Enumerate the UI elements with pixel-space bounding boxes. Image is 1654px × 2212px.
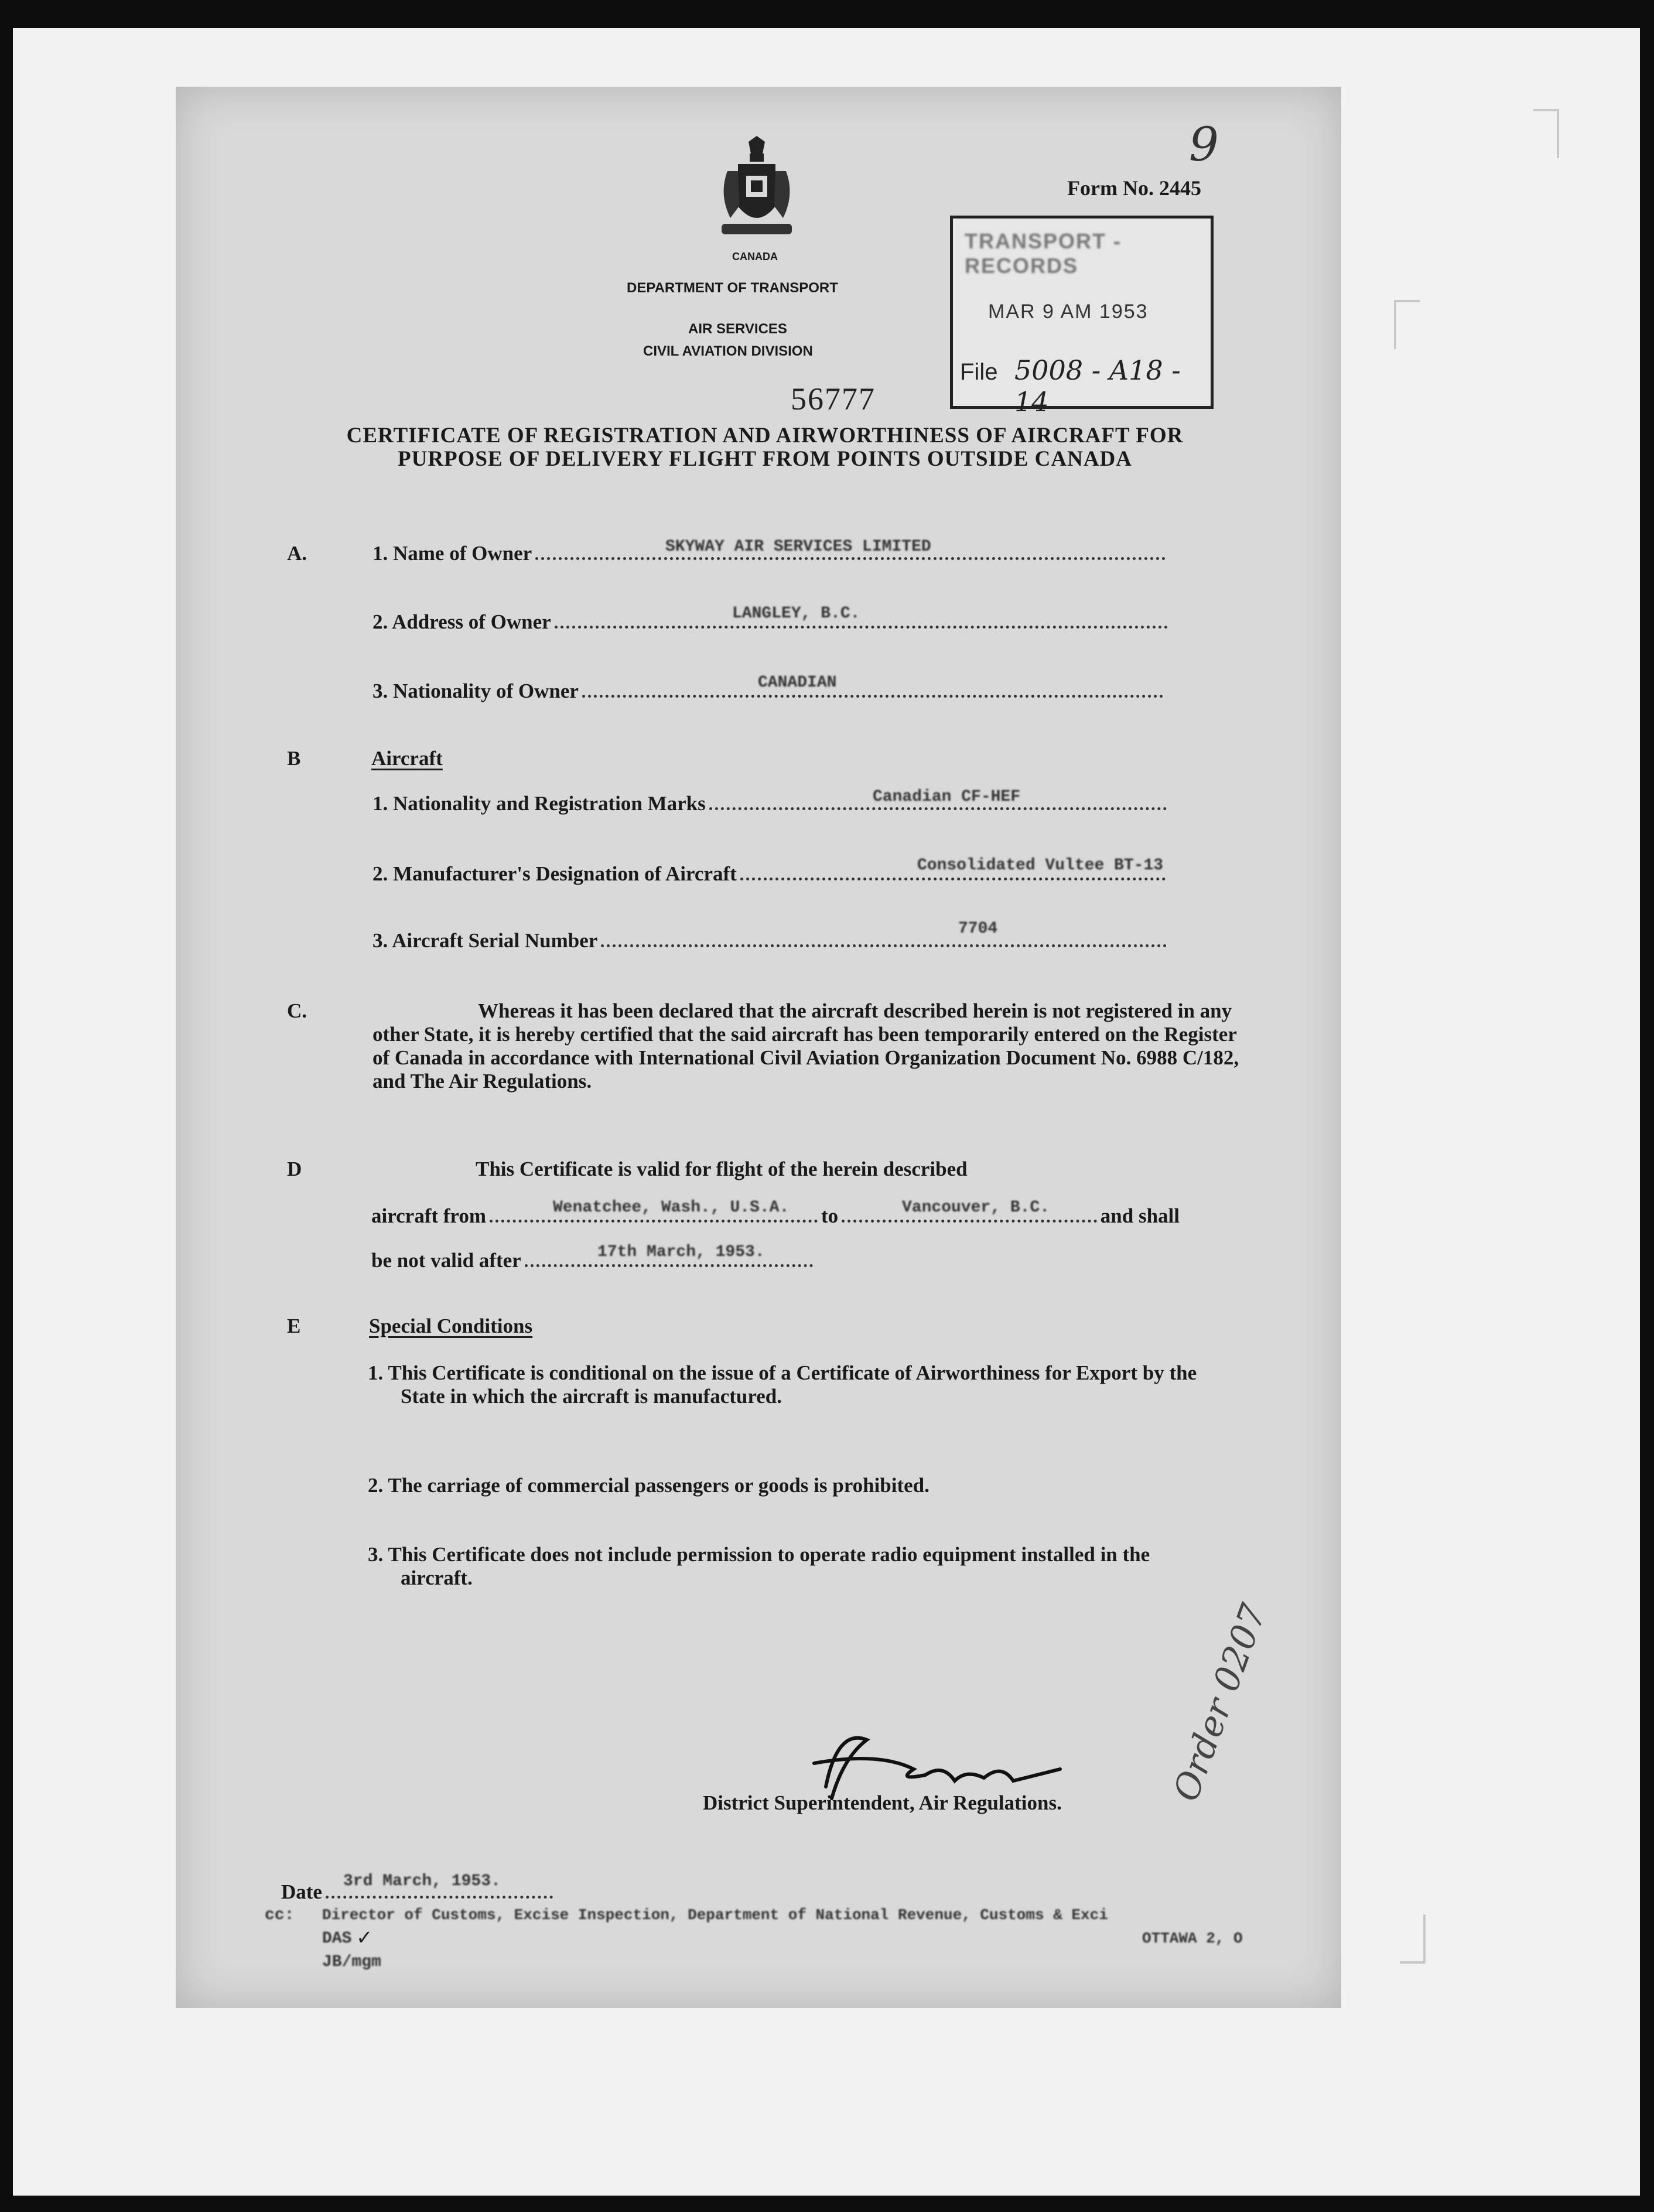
- received-stamp: [950, 216, 1214, 418]
- dotted-leader: [525, 1264, 813, 1267]
- stamp-file-label: File: [960, 359, 998, 385]
- serial-number-label: 3. Aircraft Serial Number: [373, 929, 598, 952]
- registration-marks-label: 1. Nationality and Registration Marks: [373, 792, 706, 815]
- section-c-text: Whereas it has been declared that the aircraft described herein is not registered in any other State, it is hereby certified that the said aircraft has been temporarily entered on the Register of Canada in accordance with International Civil Aviation Organization Document No. 6988 C/182, and The Air Regulations.: [373, 999, 1239, 1093]
- country-label: CANADA: [732, 251, 778, 262]
- dotted-leader: [842, 1220, 1097, 1223]
- dotted-leader: [582, 695, 1163, 698]
- valid-after-value: 17th March, 1953.: [597, 1243, 765, 1261]
- dotted-leader: [490, 1220, 818, 1223]
- form-number: Form No. 2445: [1067, 176, 1201, 200]
- condition-1: 1. This Certificate is conditional on the issue of a Certificate of Airworthiness for Export by the State in which the aircraft is manufactured.: [368, 1361, 1197, 1408]
- check-mark-icon: ✓: [356, 1927, 373, 1949]
- corner-mark: [1533, 109, 1559, 158]
- designation-label: 2. Manufacturer's Designation of Aircraft: [373, 862, 737, 885]
- certificate-number: 56777: [791, 381, 876, 417]
- stamp-file-number: 5008 - A18 - 14: [1014, 354, 1181, 418]
- corner-mark: [1394, 300, 1420, 349]
- section-c-letter: C.: [287, 999, 307, 1022]
- from-value: Wenatchee, Wash., U.S.A.: [553, 1199, 790, 1217]
- serial-number-value: 7704: [958, 920, 998, 938]
- section-a-letter: A.: [287, 542, 307, 565]
- serial-number-row: [373, 929, 1170, 953]
- dotted-leader: [326, 1896, 553, 1899]
- cc-label: cc:: [265, 1906, 295, 1924]
- certificate-title-line1: CERTIFICATE OF REGISTRATION AND AIRWORTHINESS OF AIRCRAFT FOR: [346, 424, 1184, 448]
- signatory-title: District Superintendent, Air Regulations.: [703, 1791, 1062, 1814]
- section-b-letter: B: [287, 747, 301, 770]
- shall-label: and shall: [1100, 1204, 1180, 1227]
- initials-2: JB/mgm: [322, 1953, 381, 1971]
- to-label: to: [821, 1204, 839, 1227]
- designation-value: Consolidated Vultee BT-13: [917, 856, 1164, 875]
- registration-marks-row: [373, 792, 1170, 815]
- initials-1: DAS: [322, 1930, 352, 1948]
- corner-mark: [1400, 1914, 1426, 1964]
- page-number: 9: [1189, 117, 1219, 172]
- owner-nationality-value: CANADIAN: [758, 674, 837, 692]
- section-d-letter: D: [287, 1158, 302, 1180]
- date-label: Date: [281, 1880, 322, 1903]
- section-e-letter: E: [287, 1315, 301, 1337]
- section-d-line1: This Certificate is valid for flight of the herein described: [476, 1158, 968, 1180]
- dotted-leader: [555, 626, 1168, 629]
- dotted-leader: [535, 557, 1166, 560]
- owner-address-value: LANGLEY, B.C.: [732, 605, 860, 623]
- owner-address-label: 2. Address of Owner: [373, 610, 551, 633]
- service-label: AIR SERVICES: [688, 321, 787, 337]
- condition-2: 2. The carriage of commercial passengers or goods is prohibited.: [368, 1474, 929, 1497]
- aircraft-heading: Aircraft: [371, 747, 443, 770]
- certificate-title-line2: PURPOSE OF DELIVERY FLIGHT FROM POINTS OUTSIDE CANADA: [398, 447, 1132, 471]
- to-value: Vancouver, B.C.: [902, 1199, 1050, 1217]
- dotted-leader: [709, 807, 1167, 810]
- dotted-leader: [740, 878, 1166, 880]
- cc-text: Director of Customs, Excise Inspection, Department of National Revenue, Customs & Exci: [322, 1906, 1108, 1924]
- condition-3: 3. This Certificate does not include permission to operate radio equipment installed in the aircraft.: [368, 1543, 1150, 1589]
- stamp-office: TRANSPORT - RECORDS: [965, 229, 1122, 278]
- division-label: CIVIL AVIATION DIVISION: [643, 343, 813, 359]
- dotted-leader: [601, 944, 1167, 947]
- margin-handwritten-note: Order 0207: [1166, 1598, 1275, 1807]
- stamp-date: MAR 9 AM 1953: [988, 301, 1149, 323]
- department-label: DEPARTMENT OF TRANSPORT: [627, 280, 838, 296]
- from-label: aircraft from: [371, 1204, 486, 1227]
- registration-marks-value: Canadian CF-HEF: [873, 788, 1021, 806]
- cc-city: OTTAWA 2, O: [1142, 1930, 1243, 1947]
- special-conditions-heading: Special Conditions: [369, 1315, 533, 1337]
- date-value: 3rd March, 1953.: [343, 1872, 501, 1890]
- owner-nationality-label: 3. Nationality of Owner: [373, 680, 579, 702]
- valid-after-label: be not valid after: [371, 1249, 521, 1272]
- owner-name-value: SKYWAY AIR SERVICES LIMITED: [665, 538, 931, 556]
- coat-of-arms-icon: [716, 136, 798, 247]
- owner-name-label: 1. Name of Owner: [373, 542, 532, 565]
